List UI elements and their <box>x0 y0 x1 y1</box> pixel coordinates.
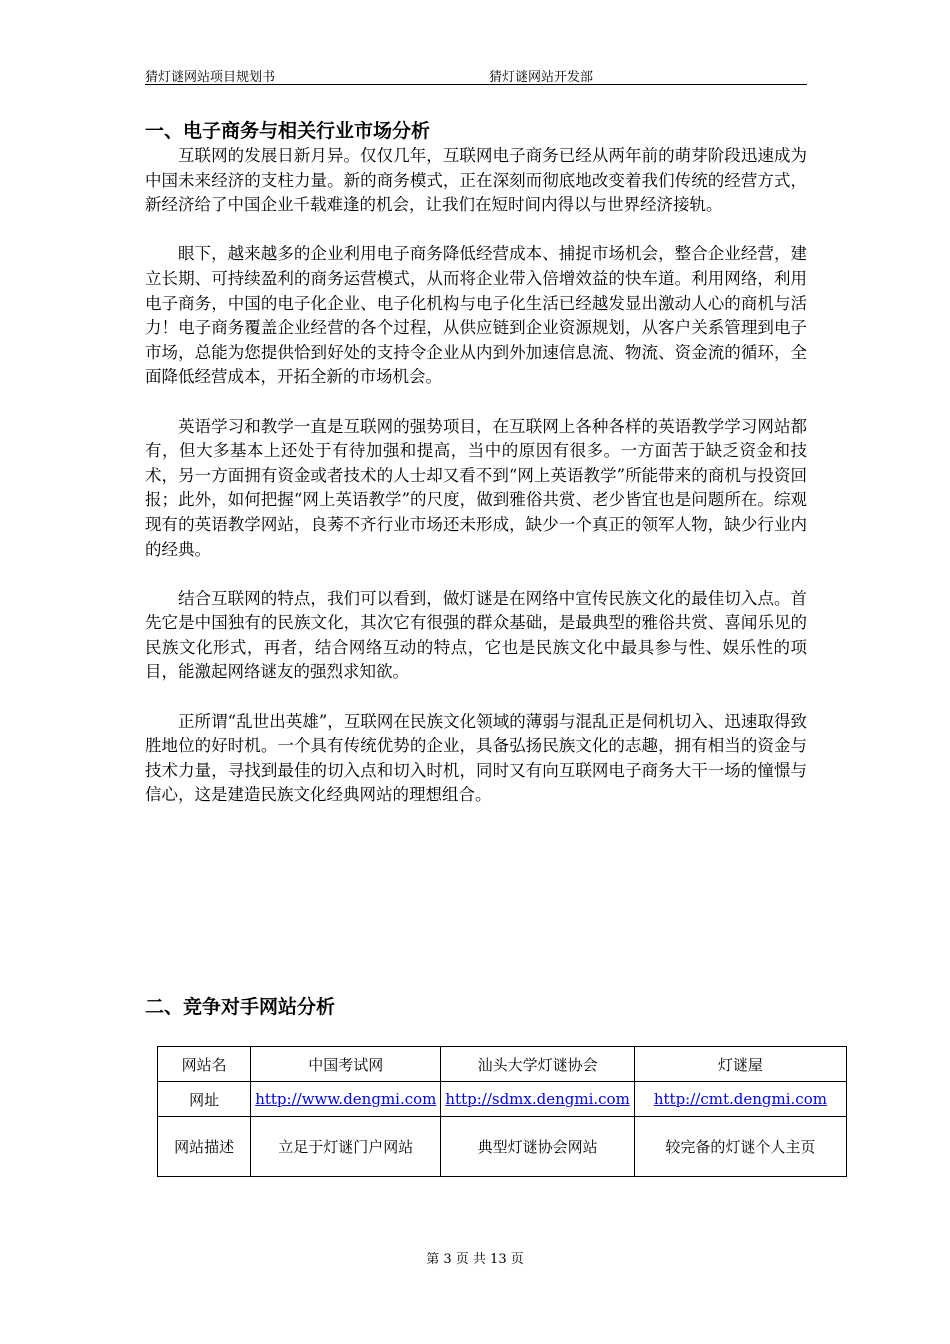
table-cell: 典型灯谜协会网站 <box>441 1117 634 1177</box>
competitor-table <box>157 1046 847 1177</box>
section-market-analysis <box>145 118 807 808</box>
paragraph: 英语学习和教学一直是互联网的强势项目，在互联网上各种各样的英语教学学习网站都有，但大多基本上还处于有待加强和提高，当中的原因有很多。一方面苦于缺乏资金和技术，另一方面拥有资金或者技术的人士却又看不到“网上英语教学”所能带来的商机与投资回报；此外，如何把握“网上英语教学”的尺度，做到雅俗共赏、老少皆宜也是问题所在。综观现有的英语教学网站，良莠不齐行业市场还未形成，缺少一个真正的领军人物，缺少行业内的经典。 <box>145 416 807 559</box>
site-link[interactable]: http://cmt.dengmi.com <box>653 1090 827 1108</box>
section-1-title: 一、电子商务与相关行业市场分析 <box>145 120 431 142</box>
paragraph: 结合互联网的特点，我们可以看到，做灯谜是在网络中宣传民族文化的最佳切入点。首先它是中国独有的民族文化，其次它有很强的群众基础，是最典型的雅俗共赏、喜闻乐见的民族文化形式，再者，结合网络互动的特点，它也是民族文化中最具参与性、娱乐性的项目，能激起网络谜友的强烈求知欲。 <box>145 588 807 682</box>
table-cell: 灯谜屋 <box>634 1047 846 1082</box>
table-cell: 网站描述 <box>158 1117 251 1177</box>
header-doc-title: 猜灯谜网站项目规划书 <box>145 70 276 85</box>
table-cell: 汕头大学灯谜协会 <box>441 1047 634 1082</box>
page-header <box>145 64 807 85</box>
paragraph: 互联网的发展日新月异。仅仅几年，互联网电子商务已经从两年前的萌芽阶段迅速成为中国未来经济的支柱力量。新的商务模式，正在深刻而彻底地改变着我们传统的经营方式，新经济给了中国企业千载难逢的机会，让我们在短时间内得以与世界经济接轨。 <box>145 146 807 215</box>
table-cell <box>441 1082 634 1117</box>
table-cell <box>634 1082 846 1117</box>
table-cell: 中国考试网 <box>251 1047 441 1082</box>
paragraph: 正所谓“乱世出英雄”，互联网在民族文化领域的薄弱与混乱正是伺机切入、迅速取得致胜地位的好时机。一个具有传统优势的企业，具备弘扬民族文化的志趣，拥有相当的资金与技术力量，寻找到最佳的切入点和切入时机，同时又有向互联网电子商务大干一场的憧憬与信心，这是建造民族文化经典网站的理想组合。 <box>145 711 807 805</box>
site-link[interactable]: http://sdmx.dengmi.com <box>445 1090 630 1108</box>
table-row <box>158 1117 847 1177</box>
site-link[interactable]: http://www.dengmi.com <box>255 1090 437 1108</box>
paragraph: 眼下，越来越多的企业利用电子商务降低经营成本、捕捉市场机会，整合企业经营，建立长期、可持续盈利的商务运营模式，从而将企业带入倍增效益的快车道。利用网络，利用电子商务，中国的电子化企业、电子化机构与电子化生活已经越发显出激动人心的商机与活力！电子商务覆盖企业经营的各个过程，从供应链到企业资源规划，从客户关系管理到电子市场，总能为您提供恰到好处的支持令企业从内到外加速信息流、物流、资金流的循环，全面降低经营成本，开拓全新的市场机会。 <box>145 244 807 387</box>
page-number: 第 3 页 共 13 页 <box>426 1252 524 1267</box>
table-cell <box>251 1082 441 1117</box>
table-row <box>158 1047 847 1082</box>
table-row <box>158 1082 847 1117</box>
section-2-title: 二、竞争对手网站分析 <box>145 996 336 1018</box>
table-cell: 较完备的灯谜个人主页 <box>634 1117 846 1177</box>
table-cell: 网址 <box>158 1082 251 1117</box>
table-cell: 立足于灯谜门户网站 <box>251 1117 441 1177</box>
header-department: 猜灯谜网站开发部 <box>489 70 594 85</box>
table-cell: 网站名 <box>158 1047 251 1082</box>
